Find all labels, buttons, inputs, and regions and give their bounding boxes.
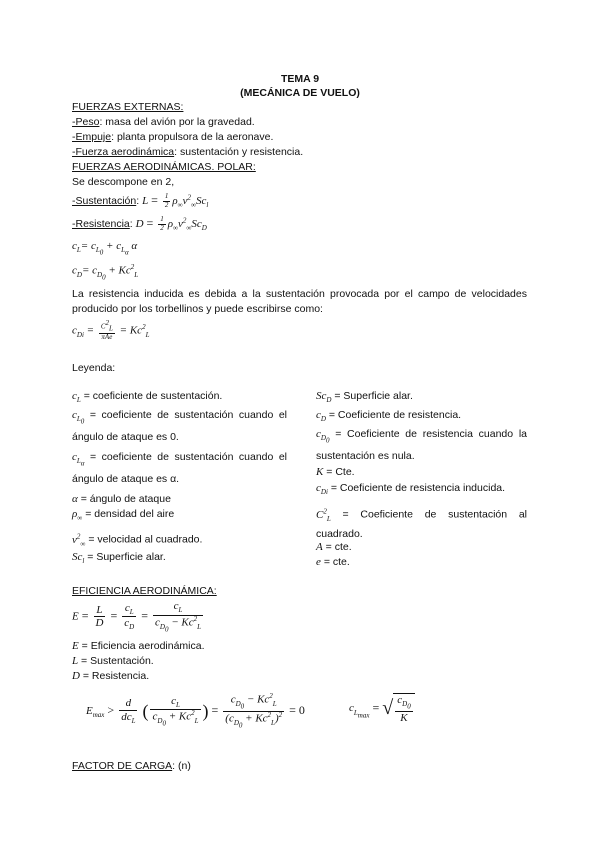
efficiency-def-e: E = Eficiencia aerodinámica. bbox=[72, 640, 205, 652]
legend-item-velocity: $v^2_\infty$ = velocidad al cuadrado. bbox=[72, 532, 203, 548]
external-item-aero-force: -Fuerza aerodinámica: sustentación y resistencia. bbox=[72, 146, 304, 158]
legend-item-rho: $\rho_\infty$ = densidad del aire bbox=[72, 508, 175, 523]
max-efficiency-formula: $E_{max}$ > $\frac{d}{dc_L}$ ( $\frac{c_L}{c_{D_0} + Kc^2_L}$ ) = $\frac{c_{D_0} - Kc^2_L}{(c_{D_0} + Kc^2_L)^2}$ = 0 bbox=[86, 692, 305, 730]
external-item-thrust: -Empuje: planta propulsora de la aeronave. bbox=[72, 131, 274, 143]
page-subtitle: (MECÁNICA DE VUELO) bbox=[240, 87, 360, 99]
aero-intro: Se descompone en 2, bbox=[72, 176, 175, 188]
drag-formula: -Resistencia: D = $\frac{1}{2}$ $\rho_\infty v^2_\infty Sc_D$ bbox=[72, 215, 207, 233]
legend-item-e: e = cte. bbox=[316, 556, 350, 568]
external-forces-heading: FUERZAS EXTERNAS: bbox=[72, 101, 184, 113]
legend-item-scd: $Sc_D$ = Superficie alar. bbox=[316, 390, 413, 405]
drag-polar-formula: $c_D= c_{D_0} + Kc^2_L$ bbox=[72, 263, 139, 282]
efficiency-def-d: D = Resistencia. bbox=[72, 670, 150, 682]
induced-drag-formula: $c_{Di}$ = $\frac{C^2_L}{\text{πAe}}$ = $Kc^2_L$ bbox=[72, 319, 150, 342]
induced-drag-paragraph: La resistencia inducida es debida a la sustentación provocada por el campo de velocidades producido por los torbellinos y puede escribirse como: bbox=[72, 288, 527, 315]
legend-item-cl: $c_L$ = coeficiente de sustentación. bbox=[72, 390, 223, 405]
efficiency-def-l: L = Sustentación. bbox=[72, 655, 154, 667]
optimal-lift-coefficient-formula: $c_{L_{max}}$ = √ $\frac{c_{D_0}}{K}$ bbox=[349, 693, 415, 724]
efficiency-formula: E = $\frac{L}{D}$ = $\frac{c_L}{c_D}$ = $\frac{c_L}{c_{D_0} - Kc^2_L}$ bbox=[72, 600, 201, 634]
legend-right-column bbox=[316, 389, 527, 570]
legend-heading: Leyenda: bbox=[72, 362, 116, 374]
legend-item-k: K = Cte. bbox=[316, 466, 355, 478]
external-item-weight: -Peso: masa del avión por la gravedad. bbox=[72, 116, 255, 128]
aero-forces-heading: FUERZAS AERODINÁMICAS. POLAR: bbox=[72, 161, 256, 173]
page-title: TEMA 9 bbox=[280, 73, 320, 85]
legend-left-column bbox=[72, 389, 287, 569]
legend-item-cd: $c_D$ = Coeficiente de resistencia. bbox=[316, 409, 462, 424]
legend-item-cl0: $c_{L_0}$ = coeficiente de sustentación cuando el ángulo de ataque es 0. bbox=[72, 409, 288, 443]
legend-item-cl2: $C^2_L$ = Coeficiente de sustentación al cuadrado. bbox=[316, 507, 528, 540]
lift-coefficient-formula: $c_L= c_{L_0} + c_{L_\alpha}$ α bbox=[72, 240, 138, 257]
load-factor-heading: FACTOR DE CARGA: (n) bbox=[72, 760, 191, 772]
legend-item-scl: $Sc_l$ = Superficie alar. bbox=[72, 551, 166, 566]
legend-item-cla: $c_{L_\alpha}$ = coeficiente de sustentación cuando el ángulo de ataque es α. bbox=[72, 451, 288, 485]
legend-item-alpha: α = ángulo de ataque bbox=[72, 493, 171, 505]
efficiency-heading: EFICIENCIA AERODINÁMICA: bbox=[72, 585, 217, 597]
legend-item-cd0: $c_{D_0}$ = Coeficiente de resistencia cuando la sustentación es nula. bbox=[316, 428, 527, 462]
legend-item-cdi: $c_{Di}$ = Coeficiente de resistencia inducida. bbox=[316, 482, 506, 497]
legend-item-a: A = cte. bbox=[316, 541, 352, 553]
lift-formula: -Sustentación: L = $\frac{1}{2}$ $\rho_\infty v^2_\infty Sc_l$ bbox=[72, 192, 209, 210]
